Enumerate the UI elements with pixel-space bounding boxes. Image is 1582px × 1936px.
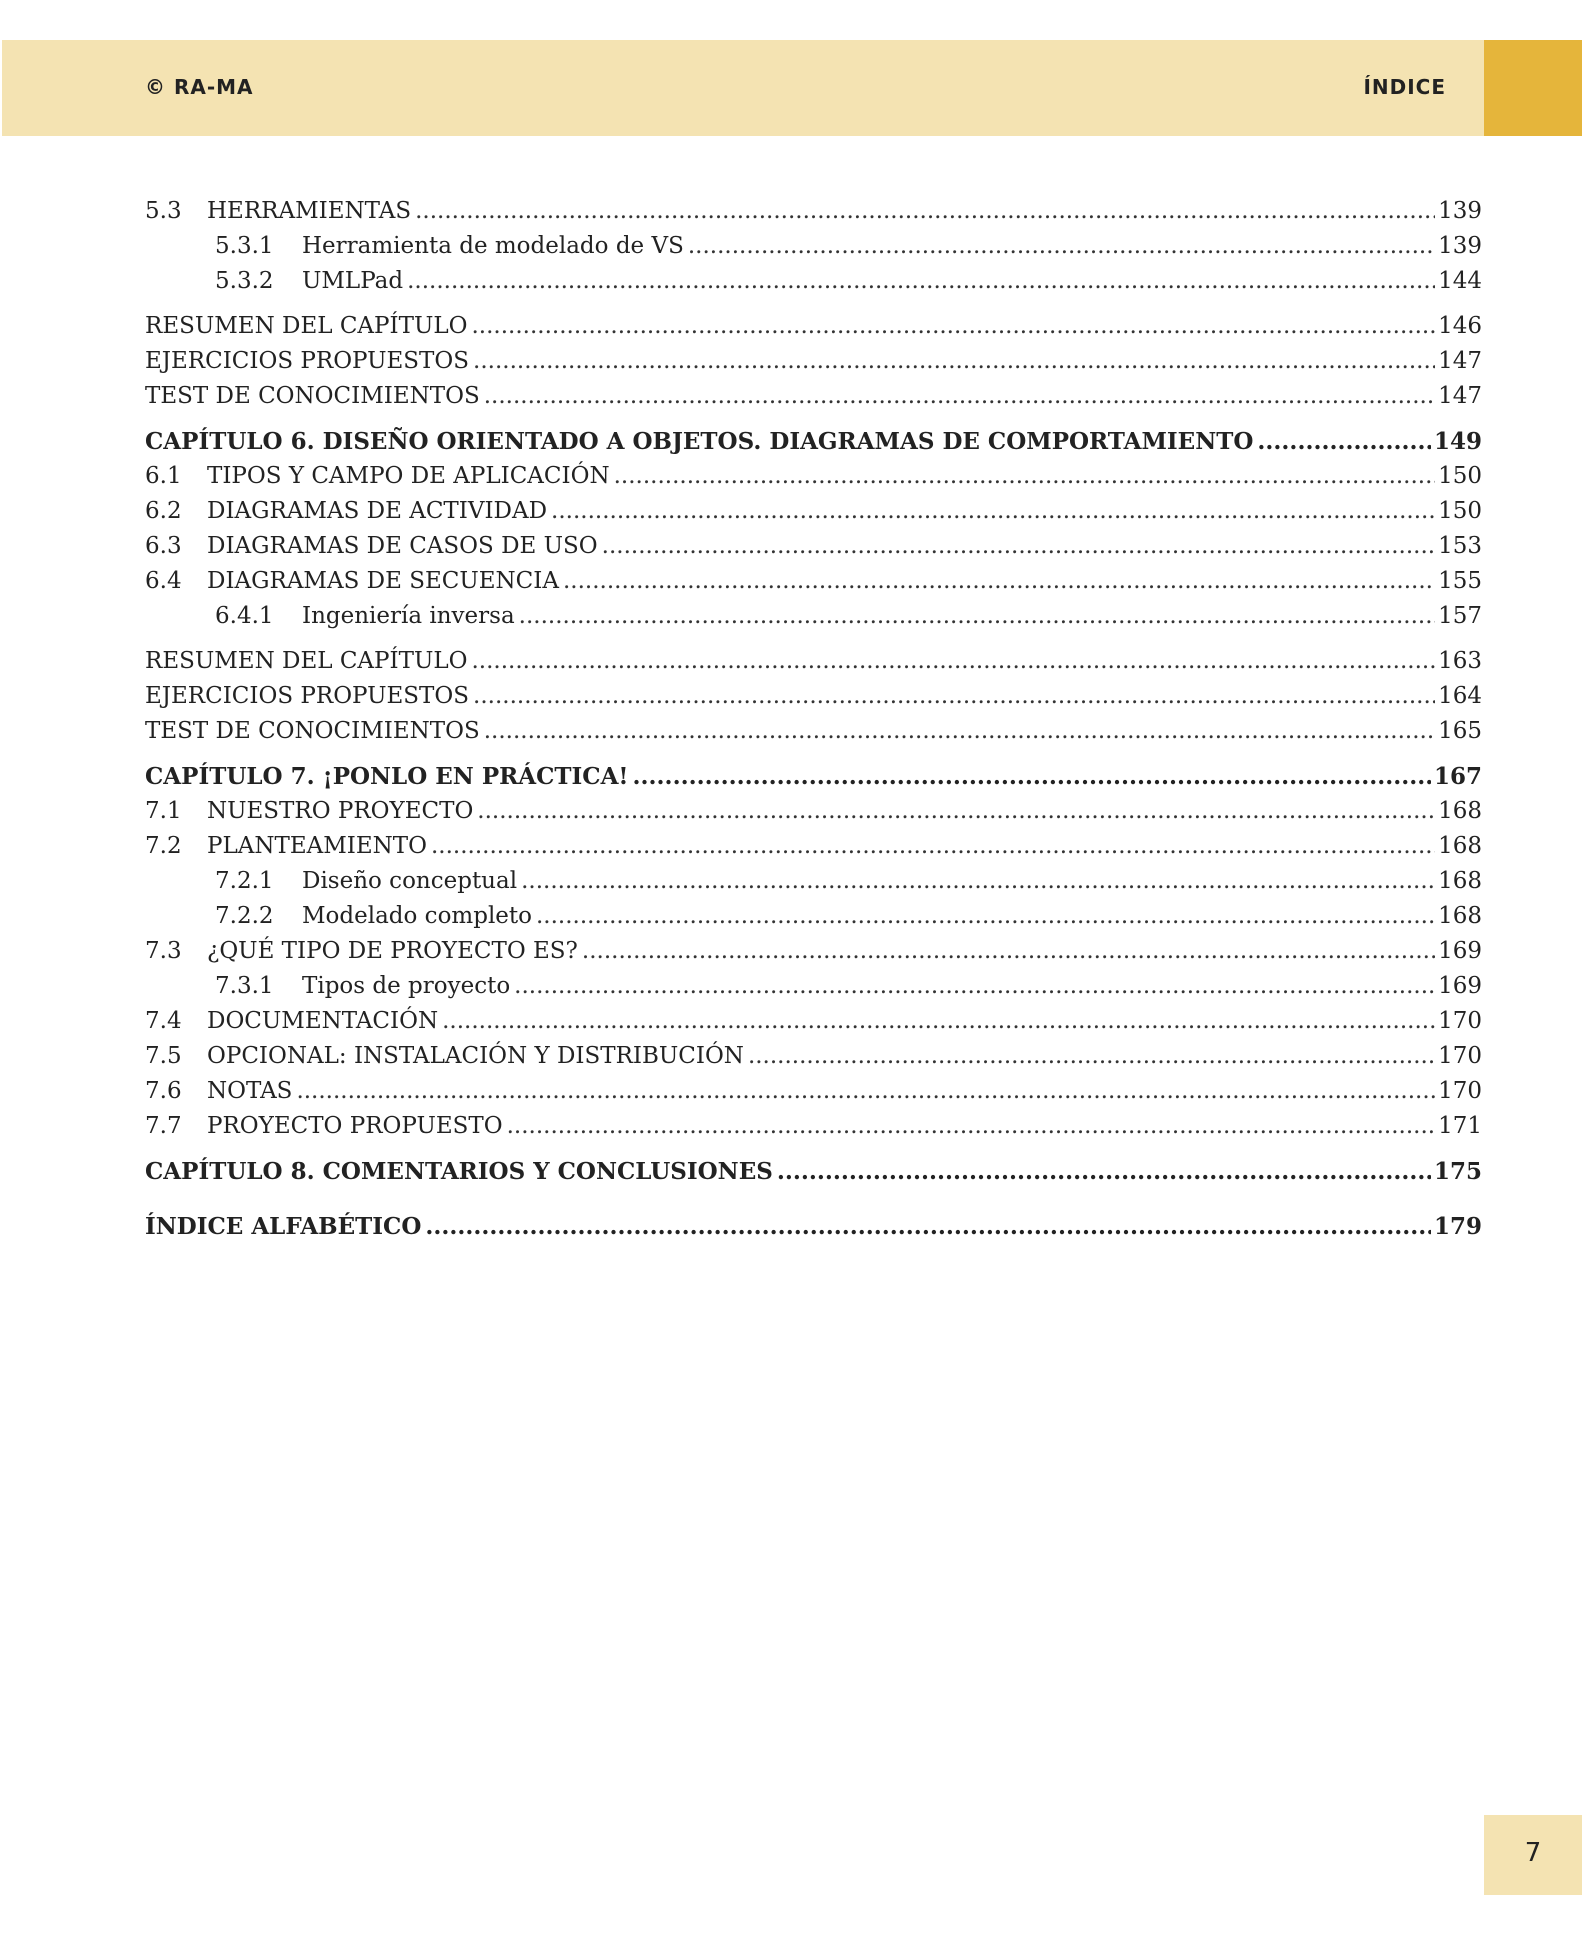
toc-entry-number: 7.3.1 — [215, 973, 274, 999]
toc-entry-title: DIAGRAMAS DE SECUENCIA — [207, 568, 559, 594]
toc-entry-number: 7.2.1 — [215, 868, 274, 894]
toc-entry — [145, 969, 1482, 1004]
toc-entry-page: 155 — [1438, 568, 1482, 594]
toc-entry-title: UMLPad — [302, 268, 404, 294]
toc-entry-page: 153 — [1438, 533, 1482, 559]
toc-entry-page: 147 — [1438, 348, 1482, 374]
toc-entry-page: 150 — [1438, 463, 1482, 489]
toc-entry — [145, 644, 1482, 679]
toc-entry-number: 6.4.1 — [215, 603, 274, 629]
dot-leader — [407, 264, 1435, 299]
toc-entry — [145, 1039, 1482, 1074]
dot-leader — [477, 794, 1435, 829]
publisher-label: © RA-MA — [145, 75, 254, 99]
toc-entry-number: 7.2 — [145, 833, 182, 859]
toc-entry-number: 6.4 — [145, 568, 182, 594]
toc-entry — [145, 379, 1482, 414]
toc-entry-title: EJERCICIOS PROPUESTOS — [145, 348, 470, 374]
toc-entry — [145, 599, 1482, 634]
dot-leader — [521, 864, 1435, 899]
toc-entry-page: 175 — [1433, 1158, 1482, 1185]
dot-leader — [296, 1074, 1435, 1109]
toc-entry-title: Herramienta de modelado de VS — [302, 233, 684, 259]
page-number: 7 — [1524, 1838, 1542, 1868]
toc-entry — [145, 1004, 1482, 1039]
toc-entry-number: 7.6 — [145, 1078, 182, 1104]
dot-leader — [473, 344, 1435, 379]
toc-entry-page: 170 — [1438, 1043, 1482, 1069]
toc-entry-number: 6.3 — [145, 533, 182, 559]
toc-entry-title: ÍNDICE ALFABÉTICO — [145, 1213, 422, 1240]
toc-entry-title: Diseño conceptual — [302, 868, 518, 894]
dot-leader — [614, 459, 1436, 494]
toc-entry — [145, 424, 1482, 459]
dot-leader — [633, 759, 1431, 794]
toc-entry-number: 7.1 — [145, 798, 182, 824]
dot-leader — [748, 1039, 1435, 1074]
toc-entry — [145, 934, 1482, 969]
dot-leader — [563, 564, 1435, 599]
dot-leader — [602, 529, 1435, 564]
toc-entry-page: 139 — [1438, 198, 1482, 224]
header-accent-block — [1484, 40, 1582, 136]
toc-entry — [145, 714, 1482, 749]
toc-entry — [145, 494, 1482, 529]
dot-leader — [1257, 424, 1431, 459]
dot-leader — [507, 1109, 1436, 1144]
dot-leader — [536, 899, 1435, 934]
toc-entry — [145, 679, 1482, 714]
toc-entry-number: 7.2.2 — [215, 903, 274, 929]
toc-entry — [145, 459, 1482, 494]
toc-entry-page: 179 — [1433, 1213, 1482, 1240]
toc-entry-page: 170 — [1438, 1008, 1482, 1034]
toc-entry-page: 139 — [1438, 233, 1482, 259]
toc-entry-page: 146 — [1438, 313, 1482, 339]
toc-entry — [145, 1154, 1482, 1189]
dot-leader — [582, 934, 1435, 969]
toc-entry-title: RESUMEN DEL CAPÍTULO — [145, 313, 468, 339]
dot-leader — [471, 309, 1435, 344]
toc-entry — [145, 794, 1482, 829]
toc-entry-page: 157 — [1438, 603, 1482, 629]
dot-leader — [473, 679, 1435, 714]
toc-entry-title: CAPÍTULO 8. COMENTARIOS Y CONCLUSIONES — [145, 1158, 773, 1185]
toc-entry-title: DOCUMENTACIÓN — [207, 1008, 439, 1034]
toc-entry-page: 169 — [1438, 938, 1482, 964]
toc-entry — [145, 564, 1482, 599]
toc-entry — [145, 829, 1482, 864]
dot-leader — [471, 644, 1435, 679]
toc-entry-number: 7.5 — [145, 1043, 182, 1069]
toc-entry — [145, 1074, 1482, 1109]
toc-entry-title: TEST DE CONOCIMIENTOS — [145, 383, 480, 409]
toc-entry-page: 167 — [1433, 763, 1482, 790]
toc-entry-page: 168 — [1438, 798, 1482, 824]
dot-leader — [519, 599, 1435, 634]
toc-entry-title: NUESTRO PROYECTO — [207, 798, 474, 824]
dot-leader — [425, 1209, 1431, 1244]
toc-entry-page: 165 — [1438, 718, 1482, 744]
toc-entry-number: 5.3.1 — [215, 233, 274, 259]
toc-entry-title: TEST DE CONOCIMIENTOS — [145, 718, 480, 744]
toc-entry-number: 5.3 — [145, 198, 182, 224]
toc-entry-page: 168 — [1438, 903, 1482, 929]
table-of-contents — [145, 194, 1482, 1244]
dot-leader — [551, 494, 1435, 529]
toc-entry — [145, 899, 1482, 934]
toc-entry-page: 163 — [1438, 648, 1482, 674]
toc-entry-page: 147 — [1438, 383, 1482, 409]
toc-entry-page: 164 — [1438, 683, 1482, 709]
toc-entry — [145, 529, 1482, 564]
toc-entry-title: TIPOS Y CAMPO DE APLICACIÓN — [207, 463, 610, 489]
toc-entry — [145, 344, 1482, 379]
toc-entry-number: 6.2 — [145, 498, 182, 524]
dot-leader — [484, 379, 1435, 414]
dot-leader — [514, 969, 1435, 1004]
toc-entry-number: 7.3 — [145, 938, 182, 964]
toc-entry-title: RESUMEN DEL CAPÍTULO — [145, 648, 468, 674]
toc-entry-title: NOTAS — [207, 1078, 293, 1104]
toc-entry-page: 150 — [1438, 498, 1482, 524]
toc-entry-number: 6.1 — [145, 463, 182, 489]
toc-entry-title: ¿QUÉ TIPO DE PROYECTO ES? — [207, 938, 578, 964]
toc-entry-page: 170 — [1438, 1078, 1482, 1104]
dot-leader — [777, 1154, 1431, 1189]
toc-entry-title: CAPÍTULO 7. ¡PONLO EN PRÁCTICA! — [145, 763, 629, 790]
toc-entry — [145, 1209, 1482, 1244]
toc-entry-title: PLANTEAMIENTO — [207, 833, 427, 859]
toc-entry-page: 149 — [1433, 428, 1482, 455]
toc-entry — [145, 759, 1482, 794]
toc-entry-title: PROYECTO PROPUESTO — [207, 1113, 503, 1139]
toc-entry-title: EJERCICIOS PROPUESTOS — [145, 683, 470, 709]
dot-leader — [442, 1004, 1435, 1039]
dot-leader — [484, 714, 1435, 749]
toc-entry — [145, 309, 1482, 344]
section-label: ÍNDICE — [1363, 75, 1446, 99]
dot-leader — [415, 194, 1435, 229]
toc-entry-page: 169 — [1438, 973, 1482, 999]
toc-entry-title: CAPÍTULO 6. DISEÑO ORIENTADO A OBJETOS. DIAGRAMAS DE COMPORTAMIENTO — [145, 428, 1254, 455]
toc-entry-page: 144 — [1438, 268, 1482, 294]
toc-entry-title: OPCIONAL: INSTALACIÓN Y DISTRIBUCIÓN — [207, 1043, 744, 1069]
toc-entry-title: HERRAMIENTAS — [207, 198, 412, 224]
toc-entry — [145, 864, 1482, 899]
toc-entry-title: Ingeniería inversa — [302, 603, 515, 629]
toc-entry — [145, 264, 1482, 299]
dot-leader — [688, 229, 1435, 264]
toc-entry-number: 5.3.2 — [215, 268, 274, 294]
toc-entry-number: 7.4 — [145, 1008, 182, 1034]
toc-entry-page: 168 — [1438, 868, 1482, 894]
toc-entry-page: 168 — [1438, 833, 1482, 859]
toc-entry-title: DIAGRAMAS DE CASOS DE USO — [207, 533, 598, 559]
toc-entry-title: Modelado completo — [302, 903, 532, 929]
toc-entry — [145, 229, 1482, 264]
toc-entry — [145, 194, 1482, 229]
toc-entry-number: 7.7 — [145, 1113, 182, 1139]
dot-leader — [431, 829, 1435, 864]
toc-entry-page: 171 — [1438, 1113, 1482, 1139]
toc-entry-title: DIAGRAMAS DE ACTIVIDAD — [207, 498, 548, 524]
toc-entry — [145, 1109, 1482, 1144]
toc-entry-title: Tipos de proyecto — [302, 973, 511, 999]
